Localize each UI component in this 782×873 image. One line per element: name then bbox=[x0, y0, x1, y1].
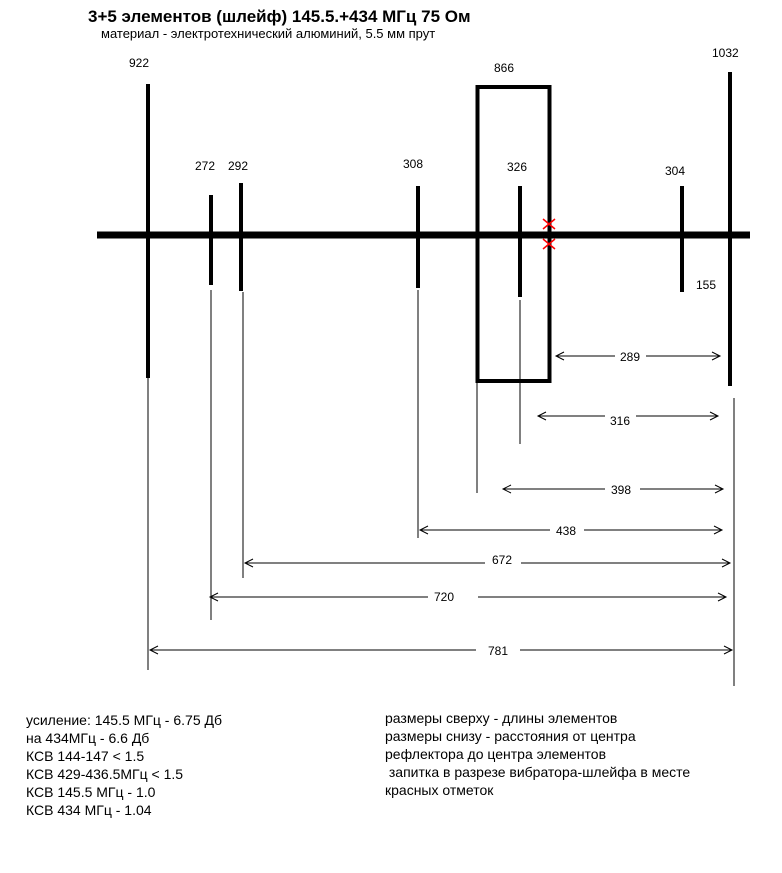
specs-block bbox=[26, 711, 222, 819]
distance-398: 398 bbox=[611, 483, 632, 497]
note-line: красных отметок bbox=[385, 782, 494, 798]
label-272: 272 bbox=[195, 159, 216, 173]
label-292: 292 bbox=[228, 159, 249, 173]
label-866: 866 bbox=[494, 61, 515, 75]
diagram-title: 3+5 элементов (шлейф) 145.5.+434 МГц 75 Ом bbox=[88, 7, 471, 26]
spec-swr-434: КСВ 434 МГц - 1.04 bbox=[26, 802, 152, 818]
note-line: запитка в разрезе вибратора-шлейфа в месте bbox=[385, 764, 691, 780]
note-line: размеры сверху - длины элементов bbox=[385, 710, 618, 726]
distance-438: 438 bbox=[556, 524, 577, 538]
note-line: рефлектора до центра элементов bbox=[385, 746, 607, 762]
distance-289: 289 bbox=[620, 350, 641, 364]
distance-720: 720 bbox=[434, 590, 455, 604]
label-155: 155 bbox=[696, 278, 717, 292]
label-304: 304 bbox=[665, 164, 686, 178]
spec-gain-145: усиление: 145.5 МГц - 6.75 Дб bbox=[26, 712, 222, 728]
spec-swr-145: КСВ 145.5 МГц - 1.0 bbox=[26, 784, 156, 800]
diagram-subtitle: материал - электротехнический алюминий, 5.5 мм прут bbox=[101, 26, 436, 41]
distance-316: 316 bbox=[610, 414, 631, 428]
legend-notes bbox=[385, 709, 690, 799]
label-308: 308 bbox=[403, 157, 424, 171]
distance-781: 781 bbox=[488, 644, 509, 658]
label-922: 922 bbox=[129, 56, 150, 70]
spec-swr-144-147: КСВ 144-147 < 1.5 bbox=[26, 748, 145, 764]
label-1032: 1032 bbox=[712, 46, 739, 60]
extension-lines bbox=[148, 290, 734, 686]
spec-swr-429-436: КСВ 429-436.5МГц < 1.5 bbox=[26, 766, 184, 782]
note-line: размеры снизу - расстояния от центра bbox=[385, 728, 636, 744]
label-326: 326 bbox=[507, 160, 528, 174]
distance-672: 672 bbox=[492, 553, 513, 567]
dimension-lines bbox=[150, 352, 732, 654]
spec-gain-434: на 434МГц - 6.6 Дб bbox=[26, 730, 150, 746]
